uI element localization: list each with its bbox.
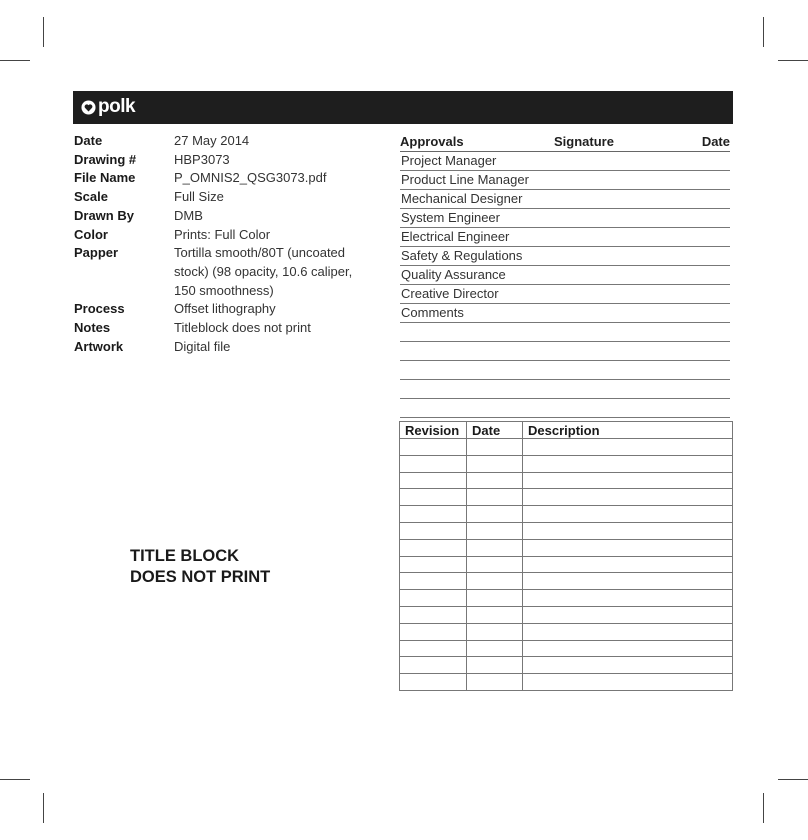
revision-cell [400, 455, 467, 472]
revision-row [400, 556, 733, 573]
spec-label [74, 282, 174, 301]
approval-row: Safety & Regulations [400, 247, 730, 266]
signature-col-header: Signature [554, 134, 614, 149]
spec-value: 27 May 2014 [174, 133, 250, 148]
revision-cell [467, 522, 523, 539]
spec-value: DMB [174, 207, 203, 223]
revision-cell [523, 640, 733, 657]
approval-row: Creative Director [400, 285, 730, 304]
revision-cell [523, 489, 733, 506]
notice-line: DOES NOT PRINT [130, 568, 271, 586]
revision-cell [523, 556, 733, 573]
approval-row: Electrical Engineer [400, 228, 730, 247]
revision-cell [523, 674, 733, 691]
spec-value: stock) (98 opacity, 10.6 caliper, [174, 263, 353, 279]
approval-row: Mechanical Designer [400, 190, 730, 209]
revision-cell [400, 472, 467, 489]
spec-row [74, 226, 374, 245]
spec-row [74, 282, 374, 301]
spec-row [74, 319, 374, 338]
revision-cell [523, 539, 733, 556]
revision-row [400, 472, 733, 489]
crop-mark [43, 17, 44, 47]
crop-mark [0, 60, 30, 61]
crop-mark [778, 779, 808, 780]
revision-cell [523, 606, 733, 623]
revision-cell [467, 439, 523, 456]
spec-row [74, 169, 374, 188]
revision-cell [467, 623, 523, 640]
revision-cell [400, 556, 467, 573]
notice-line: TITLE BLOCK [130, 547, 240, 565]
approvals-col-header: Approvals [400, 134, 464, 149]
revision-row [400, 674, 733, 691]
crop-mark [763, 793, 764, 823]
revision-cell [400, 674, 467, 691]
revision-cell [467, 573, 523, 590]
spec-label: Artwork [74, 338, 124, 354]
revision-cell [400, 657, 467, 674]
drawing-spec-list [74, 132, 374, 356]
approval-row: Project Manager [400, 152, 730, 171]
revision-cell [400, 623, 467, 640]
revision-row [400, 439, 733, 456]
polk-logo [81, 96, 135, 118]
spec-label: Scale [74, 189, 108, 205]
revision-cell [467, 657, 523, 674]
revision-cell [400, 506, 467, 523]
revision-table [399, 421, 733, 691]
revision-cell [400, 522, 467, 539]
revision-cell [467, 640, 523, 657]
spec-label: Process [74, 301, 125, 317]
revision-cell [467, 539, 523, 556]
revision-cell [523, 455, 733, 472]
revision-cell [523, 472, 733, 489]
logo-text: polk [98, 96, 136, 117]
spec-row [74, 244, 374, 263]
revision-cell [400, 489, 467, 506]
approval-row: Quality Assurance [400, 266, 730, 285]
approvals-header [400, 132, 730, 152]
crop-mark [43, 793, 44, 823]
revision-row [400, 573, 733, 590]
crop-mark [778, 60, 808, 61]
revision-cell [400, 539, 467, 556]
approval-row: System Engineer [400, 209, 730, 228]
revision-cell [400, 573, 467, 590]
spec-label: File Name [74, 170, 136, 186]
approval-row [400, 380, 730, 399]
spec-label: Date [74, 133, 103, 148]
spec-value: HBP3073 [174, 151, 230, 167]
spec-row [74, 207, 374, 226]
revision-cell [523, 657, 733, 674]
revision-cell [400, 439, 467, 456]
revision-cell [467, 674, 523, 691]
revision-row [400, 640, 733, 657]
revision-cell [467, 506, 523, 523]
spec-row [74, 300, 374, 319]
revision-cell [467, 590, 523, 607]
revision-row [400, 539, 733, 556]
revision-cell [467, 455, 523, 472]
revision-cell [400, 590, 467, 607]
revision-cell [523, 439, 733, 456]
revision-cell [467, 606, 523, 623]
revision-row [400, 522, 733, 539]
revision-cell [523, 573, 733, 590]
revision-cell [467, 472, 523, 489]
description-col-header: Description [523, 422, 733, 439]
revision-row [400, 606, 733, 623]
spec-row [74, 263, 374, 282]
revision-cell [467, 556, 523, 573]
approval-row [400, 323, 730, 342]
heart-circle-icon [81, 100, 96, 115]
title-block-header [73, 91, 733, 124]
spec-value: Digital file [174, 338, 231, 354]
revision-row [400, 590, 733, 607]
spec-value: 150 smoothness) [174, 282, 274, 298]
spec-label: Drawn By [74, 207, 134, 223]
spec-row [74, 188, 374, 207]
approval-row: Product Line Manager [400, 171, 730, 190]
spec-label: Drawing # [74, 151, 137, 167]
spec-label [74, 263, 174, 282]
revision-row [400, 489, 733, 506]
date-col-header: Date [701, 134, 730, 149]
revision-cell [523, 623, 733, 640]
revision-row [400, 506, 733, 523]
crop-mark [763, 17, 764, 47]
revision-cell [523, 506, 733, 523]
spec-row [74, 132, 374, 151]
crop-mark [0, 779, 30, 780]
approval-row: Comments [400, 304, 730, 323]
spec-label: Papper [74, 245, 119, 261]
spec-value: Prints: Full Color [174, 226, 271, 242]
revision-cell [467, 489, 523, 506]
approval-row [400, 399, 730, 418]
spec-value: Titleblock does not print [174, 320, 311, 336]
revision-cell [400, 640, 467, 657]
revision-header-row [400, 422, 733, 439]
revision-row [400, 623, 733, 640]
spec-value: Tortilla smooth/80T (uncoated [174, 245, 346, 261]
approval-row [400, 342, 730, 361]
approvals-table [400, 132, 730, 418]
spec-value: Full Size [174, 189, 224, 205]
spec-value: P_OMNIS2_QSG3073.pdf [174, 170, 327, 186]
spec-value: Offset lithography [174, 301, 276, 317]
spec-row [74, 338, 374, 357]
approval-row [400, 361, 730, 380]
revision-row [400, 455, 733, 472]
revision-cell [523, 590, 733, 607]
revision-cell [400, 606, 467, 623]
does-not-print-notice [130, 546, 270, 588]
revision-col-header: Revision [400, 422, 467, 439]
revision-date-col-header: Date [467, 422, 523, 439]
spec-row [74, 151, 374, 170]
revision-cell [523, 522, 733, 539]
revision-row [400, 657, 733, 674]
spec-label: Color [74, 226, 108, 242]
spec-label: Notes [74, 320, 111, 336]
